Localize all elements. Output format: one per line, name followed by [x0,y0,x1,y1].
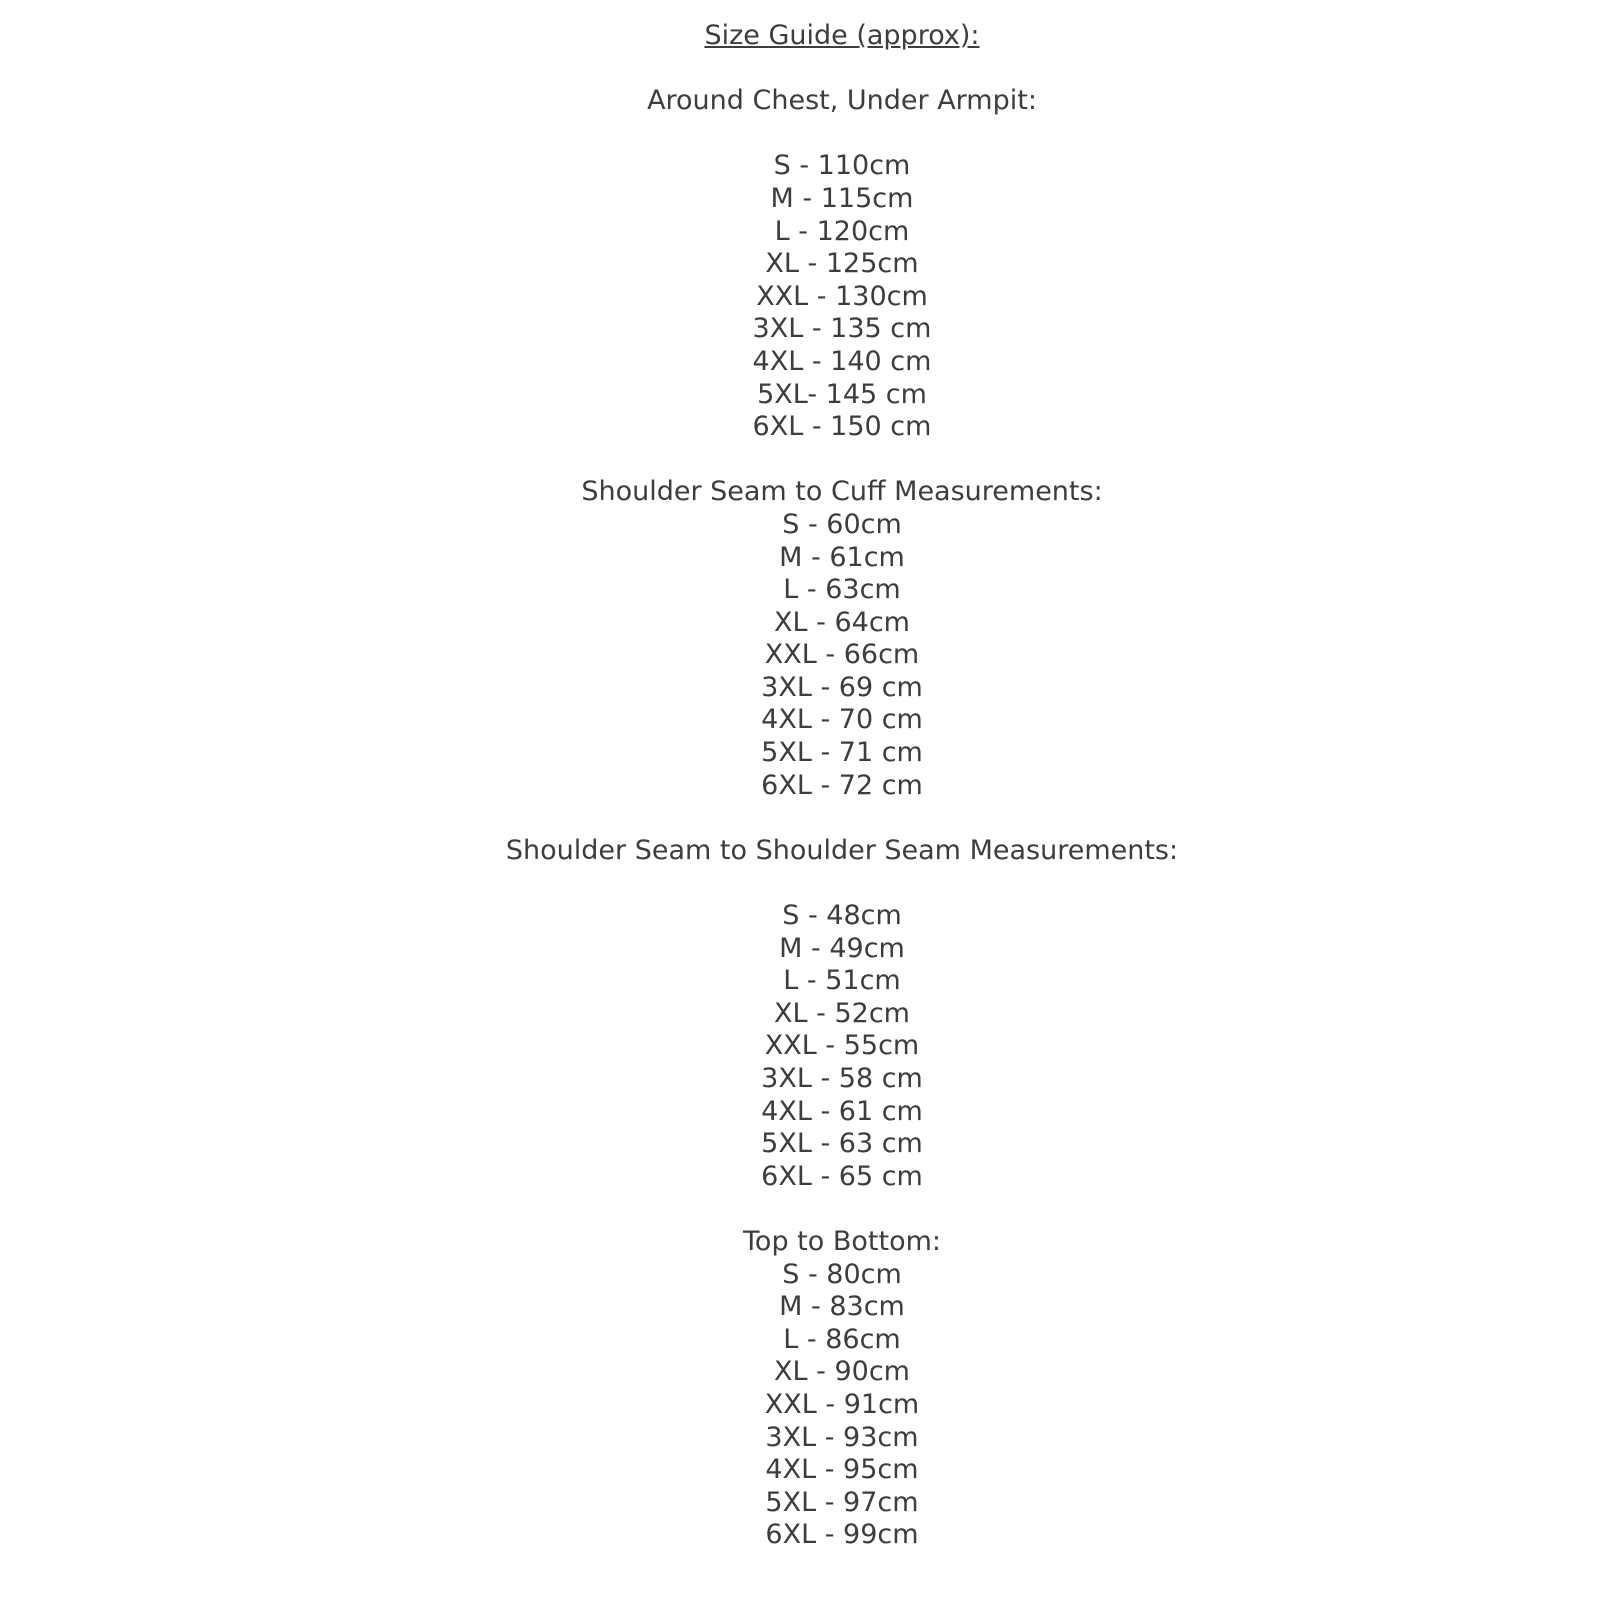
size-row: M - 115cm [770,182,914,214]
blank-line [84,867,1600,900]
size-row: L - 120cm [774,215,910,247]
size-row: 3XL - 58 cm [761,1063,923,1094]
size-row: 4XL - 95cm [765,1454,919,1486]
size-row: 6XL - 99cm [765,1519,919,1551]
size-row: 6XL - 72 cm [761,769,923,801]
section-heading: Shoulder Seam to Cuff Measurements: [581,476,1103,508]
size-row: L - 51cm [783,965,901,997]
blank-line [84,802,1600,835]
size-row: XL - 64cm [774,606,910,638]
blank-line [84,1193,1600,1226]
size-row: 4XL - 61 cm [761,1095,923,1127]
size-row: 5XL - 97cm [765,1486,919,1518]
size-row: XL - 125cm [765,248,919,280]
blank-line [84,118,1600,151]
section-heading: Around Chest, Under Armpit: [647,85,1037,117]
size-row: XXL - 55cm [764,1030,920,1062]
page-title: Size Guide (approx): [704,20,980,51]
size-row: 6XL - 65 cm [761,1160,923,1192]
size-row: S - 60cm [782,508,902,540]
section-heading: Shoulder Seam to Shoulder Seam Measurements: [505,834,1179,866]
size-row: 4XL - 140 cm [752,345,932,377]
section-heading: Top to Bottom: [743,1225,941,1257]
size-row: 3XL - 69 cm [761,671,923,703]
size-row: 6XL - 150 cm [752,411,932,443]
size-guide-sections [84,53,1600,1552]
size-row: L - 86cm [783,1323,901,1355]
size-row: XXL - 91cm [764,1388,920,1420]
size-row: 5XL - 63 cm [761,1128,923,1160]
size-row: 5XL- 145 cm [757,378,927,410]
size-row: M - 83cm [779,1291,905,1323]
size-row: 3XL - 93cm [765,1421,919,1453]
size-row: 3XL - 135 cm [752,313,932,345]
size-row: XXL - 130cm [756,280,928,312]
blank-line [84,444,1600,477]
size-row: M - 49cm [779,932,905,964]
size-row: 5XL - 71 cm [761,737,923,769]
blank-line [84,53,1600,86]
size-row: XL - 90cm [774,1356,910,1388]
size-row: XL - 52cm [774,997,910,1029]
size-row: S - 80cm [782,1258,902,1290]
size-row: S - 110cm [773,150,911,182]
size-row: S - 48cm [782,900,902,932]
size-row: M - 61cm [779,541,905,573]
size-row: 4XL - 70 cm [761,704,923,736]
size-row: L - 63cm [783,574,901,606]
size-row: XXL - 66cm [764,639,920,671]
size-guide-document [84,0,1600,1552]
